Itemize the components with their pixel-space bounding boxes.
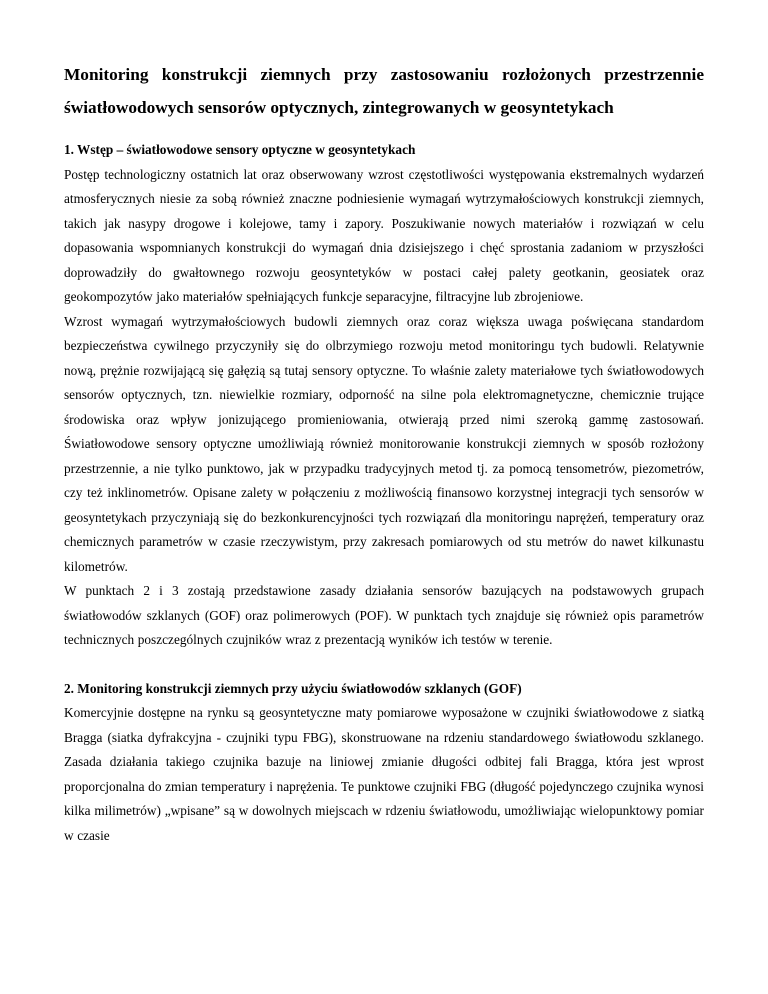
paragraph: Komercyjnie dostępne na rynku są geosyntetyczne maty pomiarowe wyposażone w czujniki światłowodowe z siatką Bragga (siatka dyfrakcyjna - czujniki typu FBG), skonstruowane na rdzeniu standardowego światłowodu szklanego. Zasada działania takiego czujnika bazuje na liniowej zmianie długości odbitej fali Bragga, która jest wprost proporcjonalna do zmian temperatury i naprężenia. Te punktowe czujniki FBG (długość pojedynczego czujnika wynosi kilka milimetrów) „wpisane” są w dowolnych miejscach w rdzeniu światłowodu, umożliwiając wielopunktowy pomiar w czasie <box>64 705 704 843</box>
section-heading: 2. Monitoring konstrukcji ziemnych przy użyciu światłowodów szklanych (GOF) <box>64 680 522 696</box>
document-title: Monitoring konstrukcji ziemnych przy zastosowaniu rozłożonych przestrzennie światłowodowych sensorów optycznych, zintegrowanych w geosyntetykach <box>64 65 704 117</box>
paragraph: Wzrost wymagań wytrzymałościowych budowli ziemnych oraz coraz większa uwaga poświęcana standardom bezpieczeństwa cywilnego przyczyniły się do olbrzymiego rozwoju metod monitoringu tych budowli. Relatywnie nową, prężnie rozwijającą się gałęzią są tutaj sensory optyczne. To właśnie zalety materiałowe tych światłowodowych sensorów optycznych, tzn. niewielkie rozmiary, odporność na silne pola elektromagnetyczne, chemicznie trujące środowiska oraz wpływ jonizującego promieniowania, otwierają przed nimi szeroką gammę zastosowań. Światłowodowe sensory optyczne umożliwiają również monitorowanie konstrukcji ziemnych w sposób rozłożony przestrzennie, a nie tylko punktowo, jak w przypadku tradycyjnych metod tj. za pomocą tensometrów, piezometrów, czy też inklinometrów. Opisane zalety w połączeniu z możliwością finansowo korzystnej integracji tych sensorów w geosyntetykach przyczyniają się do bezkonkurencyjności tych rozwiązań dla monitoringu naprężeń, temperatury oraz chemicznych parametrów w czasie rzeczywistym, przy zakresach pomiarowych od stu metrów do nawet kilkunastu kilometrów. <box>64 313 704 574</box>
document-page <box>64 58 704 848</box>
section-heading: 1. Wstęp – światłowodowe sensory optyczne w geosyntetykach <box>64 142 416 157</box>
section-introduction <box>64 138 704 653</box>
paragraph: W punktach 2 i 3 zostają przedstawione zasady działania sensorów bazujących na podstawowych grupach światłowodów szklanych (GOF) oraz polimerowych (POF). W punktach tych znajduje się również opis parametrów technicznych poszczególnych czujników wraz z prezentacją wyników ich testów w terenie. <box>64 583 704 647</box>
paragraph: Postęp technologiczny ostatnich lat oraz obserwowany wzrost częstotliwości występowania ekstremalnych wydarzeń atmosferycznych niesie za sobą również znaczne podniesienie wymagań wytrzymałościowych konstrukcji ziemnych, takich jak nasypy drogowe i kolejowe, tamy i zapory. Poszukiwanie nowych materiałów i rozwiązań w celu dopasowania wspomnianych konstrukcji do wymagań dnia dzisiejszego i chęć sprostania zadaniom w przyszłości doprowadziły do gwałtownego rozwoju geosyntetyków w postaci całej palety geotkanin, geosiatek oraz geokompozytów jako materiałów spełniających funkcje separacyjne, filtracyjne lub zbrojeniowe. <box>64 166 704 304</box>
section-gof-monitoring <box>64 677 704 849</box>
section-spacer <box>64 653 704 677</box>
